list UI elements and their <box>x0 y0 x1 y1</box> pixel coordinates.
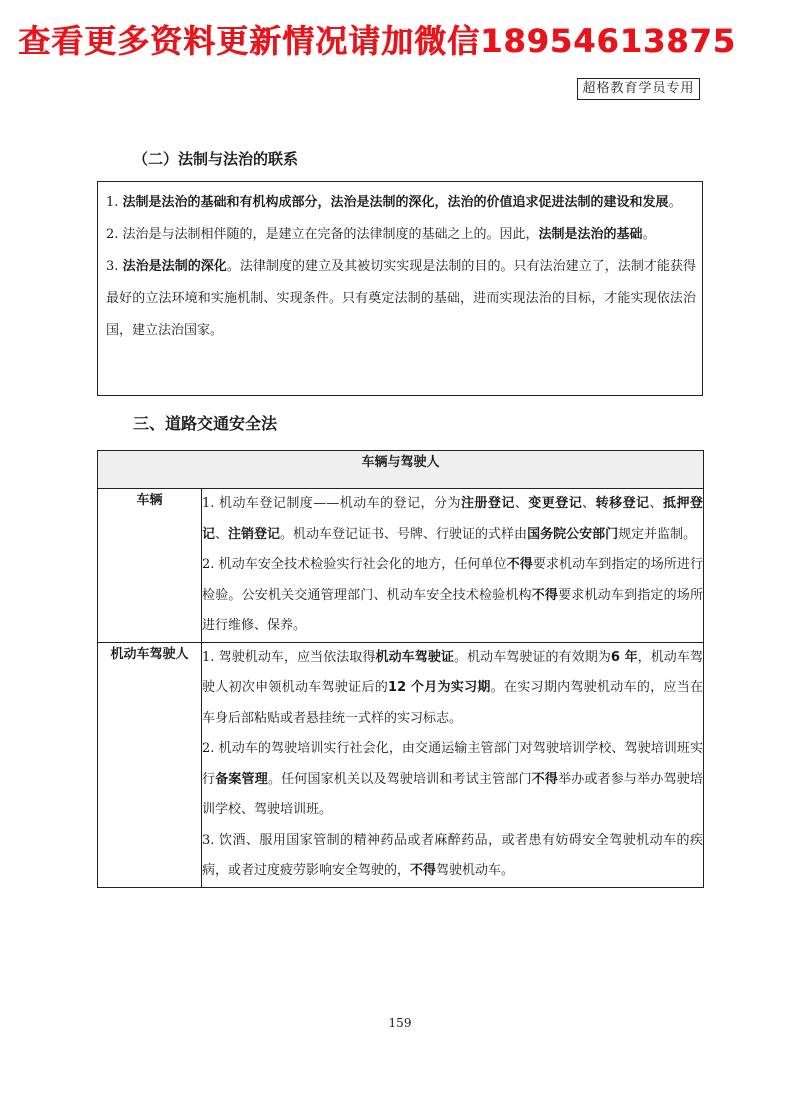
page-number: 159 <box>388 1016 412 1030</box>
relation-point-3-bold: 法治是法制的深化 <box>122 259 227 274</box>
law-relation-box <box>97 181 703 396</box>
row-label-driver: 机动车驾驶人 <box>98 642 202 887</box>
section-heading-law-relation: （二）法制与法治的联系 <box>133 150 299 168</box>
vehicle-point-1: 1. 机动车登记制度——机动车的登记，分为注册登记、变更登记、转移登记、抵押登记、注销登记。机动车登记证书、号牌、行驶证的式样由国务院公安部门规定并监制。 <box>202 496 703 542</box>
row-content-driver <box>202 642 704 887</box>
table-row <box>98 642 704 887</box>
relation-point-2: 2. 法治是与法制相伴随的，是建立在完备的法律制度的基础之上的。因此，法制是法治的基础。 <box>106 227 656 242</box>
student-only-tag: 超格教育学员专用 <box>577 78 700 100</box>
table-row <box>98 489 704 643</box>
vehicle-point-2: 2. 机动车安全技术检验实行社会化的地方，任何单位不得要求机动车到指定的场所进行检验。公安机关交通管理部门、机动车安全技术检验机构不得要求机动车到指定的场所进行维修、保养。 <box>202 557 703 633</box>
section-heading-traffic-law: 三、道路交通安全法 <box>133 414 278 433</box>
table-title: 车辆与驾驶人 <box>98 451 704 489</box>
driver-point-2: 2. 机动车的驾驶培训实行社会化，由交通运输主管部门对驾驶培训学校、驾驶培训班实行备案管理。任何国家机关以及驾驶培训和考试主管部门不得举办或者参与举办驾驶培训学校、驾驶培训班。 <box>202 741 703 817</box>
vehicle-driver-table <box>97 450 704 888</box>
driver-point-1: 1. 驾驶机动车，应当依法取得机动车驾驶证。机动车驾驶证的有效期为6 年，机动车驾驶人初次申领机动车驾驶证后的12 个月为实习期。在实习期内驾驶机动车的，应当在车身后部粘贴或者悬挂统一式样的实习标志。 <box>202 649 703 726</box>
watermark-banner: 查看更多资料更新情况请加微信18954613875 <box>18 22 736 60</box>
relation-point-3: 3. 法治是法制的深化。法律制度的建立及其被切实实现是法制的目的。只有法治建立了，法制才能获得最好的立法环境和实施机制、实现条件。只有奠定法制的基础，进而实现法治的目标，才能实现依法治国，建立法治国家。 <box>106 259 696 338</box>
relation-point-1: 1. 法制是法治的基础和有机构成部分，法治是法制的深化，法治的价值追求促进法制的建设和发展。 <box>106 195 682 210</box>
driver-point-3: 3. 饮酒、服用国家管制的精神药品或者麻醉药品，或者患有妨碍安全驾驶机动车的疾病，或者过度疲劳影响安全驾驶的，不得驾驶机动车。 <box>202 832 703 878</box>
relation-point-2-bold: 法制是法治的基础 <box>538 227 643 242</box>
row-label-vehicle: 车辆 <box>98 489 202 643</box>
row-content-vehicle <box>202 489 704 643</box>
relation-point-1-bold: 法制是法治的基础和有机构成部分，法治是法制的深化，法治的价值追求促进法制的建设和发展 <box>122 195 669 210</box>
